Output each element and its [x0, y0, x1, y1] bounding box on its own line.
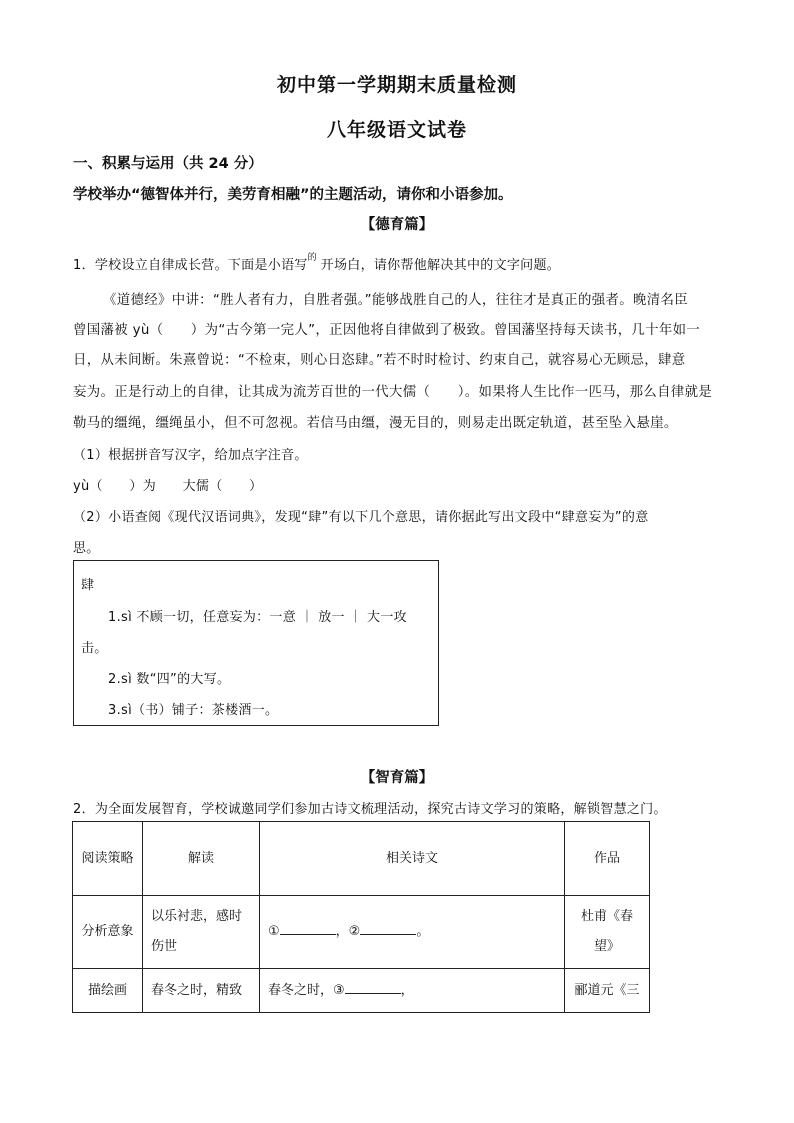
header-poem: 相关诗文 [260, 822, 565, 896]
part-2-prompt: （2）小语查阅《现代汉语词典》，发现“肆”有以下几个意思，请你据此写出文段中“肆意妄为”的意 [73, 510, 649, 525]
passage-line: 妄为。正是行动上的自律，让其成为流芳百世的一代大儒（ ）。如果将人生比作一匹马，那么自律就是 [73, 385, 713, 400]
question-1-stem [73, 254, 560, 273]
header-work: 作品 [565, 822, 650, 896]
dict-sep: ｜ [349, 610, 363, 625]
dict-head: 肆 [81, 578, 95, 593]
answer-blank-3[interactable] [345, 981, 401, 994]
dict-def-2: 2.sì 数“四”的大写。 [108, 672, 231, 687]
header-interpretation: 解读 [143, 822, 260, 896]
dict-example-3: 大一攻 [367, 610, 407, 625]
cell-strategy: 分析意象 [73, 896, 143, 969]
table-header-row [73, 822, 650, 896]
moral-subheading: 【德育篇】 [360, 217, 434, 233]
blank-label-3: 春冬之时，③ [268, 982, 345, 998]
cell-strategy: 描绘画 [73, 969, 143, 1013]
dict-def-3 [108, 699, 278, 718]
part-1-prompt: （1）根据拼音写汉字，给加点字注音。 [73, 448, 308, 463]
dict-def-1-cont: 击。 [81, 641, 108, 656]
answer-blank-1[interactable] [280, 922, 336, 935]
dict-example-1: 一意 [269, 610, 297, 625]
dict-def-3-example: 一。 [251, 703, 279, 718]
cell-work: 杜甫《春望》 [565, 896, 650, 969]
stem-superscript: 的 [307, 253, 317, 263]
cell-poem [260, 896, 565, 969]
dict-def-1-text: 1.sì 不顾一切，任意妄为： [108, 610, 270, 625]
intellect-subheading: 【智育篇】 [360, 770, 434, 786]
part-2-prompt-cont: 思。 [73, 541, 100, 556]
dict-example-2: 放一 [318, 610, 345, 625]
stem-part-a: 1．学校设立自律成长营。下面是小语写 [73, 258, 308, 273]
section-intro: 学校举办“德智体并行，美劳育相融”的主题活动，请你和小语参加。 [73, 187, 513, 203]
cell-interpretation: 春冬之时，精致 [143, 969, 260, 1013]
blank-label-2: ，② [335, 924, 361, 939]
page-title: 初中第一学期期末质量检测 [276, 74, 517, 96]
poem-comma: ， [400, 982, 414, 998]
table-row [73, 969, 650, 1013]
table-row [73, 896, 650, 969]
passage-line: 日，从未间断。朱熹曾说：“不检束，则心日恣肆。”若不时时检讨、约束自己，就容易心无顾忌，肆意 [73, 353, 686, 368]
stem-part-b: 开场白，请你帮他解决其中的文字问题。 [320, 258, 561, 273]
page-subtitle: 八年级语文试卷 [326, 119, 467, 141]
part-1-answers: yù（ ）为 大儒（ ） [73, 479, 263, 494]
cell-poem [260, 969, 565, 1013]
blank-label-1: ① [268, 924, 280, 939]
poem-end-mark: 。 [416, 924, 430, 939]
cell-interpretation: 以乐衬悲，感时伤世 [143, 896, 260, 969]
question-2-stem: 2．为全面发展智育，学校诚邀同学们参加古诗文梳理活动，探究古诗文学习的策略，解锁智慧之门。 [73, 802, 667, 817]
passage-line: 曾国藩被 yù（ ）为“古今第一完人”，正因他将自律做到了极致。曾国藩坚持每天读书，几十年如一 [73, 323, 701, 338]
section-heading: 一、积累与运用（共 24 分） [73, 156, 263, 172]
dict-def-1 [108, 606, 407, 625]
passage-line: 《道德经》中讲：“胜人者有力，自胜者强。”能够战胜自己的人，往往才是真正的强者。晚清名臣 [103, 293, 688, 308]
answer-blank-2[interactable] [360, 922, 416, 935]
passage-line: 勒马的缰绳，缰绳虽小，但不可忽视。若信马由缰，漫无目的，则易走出既定轨道，甚至坠入悬崖。 [73, 416, 678, 431]
dict-sep: ｜ [300, 610, 314, 625]
strategy-table [72, 821, 650, 1013]
cell-work: 郦道元《三 [565, 969, 650, 1013]
header-strategy: 阅读策略 [73, 822, 143, 896]
dict-def-3-text: 3.sì（书）铺子：茶楼酒 [108, 703, 252, 718]
